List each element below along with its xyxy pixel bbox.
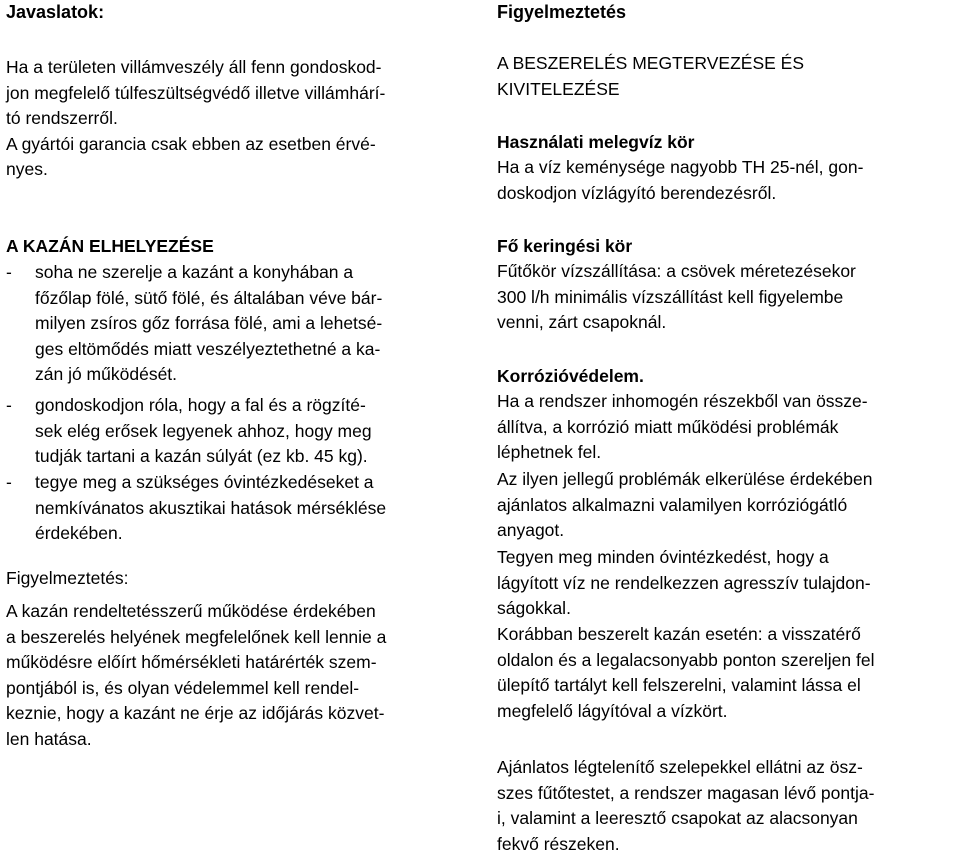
placement-item-1 (6, 260, 462, 388)
corrosion-paragraph-3: Tegyen meg minden óvintézkedést, hogy a lágyított víz ne rendelkezzen agresszív tulajdon- ságokkal. (497, 547, 871, 618)
placement-item-3 (6, 470, 462, 547)
main-circuit-heading: Fő keringési kör (497, 236, 633, 256)
hot-water-paragraph: Ha a víz keménysége nagyobb TH 25-nél, gon- doskodjon vízlágyító berendezésről. (497, 157, 864, 203)
hot-water-heading: Használati melegvíz kör (497, 132, 695, 152)
warning-heading: Figyelmeztetés (497, 2, 627, 22)
tips-heading: Javaslatok: (6, 2, 105, 22)
corrosion-paragraph-4: Korábban beszerelt kazán esetén: a visszatérő oldalon és a legalacsonyabb ponton szereljen fel ülepítő tartályt kell felszerelni, valamint lássa el megfelelő lágyítóval a vízkört. (497, 624, 875, 721)
list-dash: - (6, 262, 12, 282)
placement-heading: A KAZÁN ELHELYEZÉSE (6, 236, 214, 256)
corrosion-heading: Korrózióvédelem. (497, 366, 644, 386)
main-circuit-paragraph: Fűtőkör vízszállítása: a csövek méretezésekor 300 l/h minimális vízszállítást kell figyelembe venni, zárt csapoknál. (497, 261, 856, 332)
corrosion-paragraph-2: Az ilyen jellegű problémák elkerülése érdekében ajánlatos alkalmazni valamilyen korróziógátló anyagot. (497, 469, 873, 540)
vent-paragraph: Ajánlatos légtelenítő szelepekkel ellátni az ösz- szes fűtőtestet, a rendszer magasan lévő pontja- i, valamint a leeresztő csapokat az alacsonyan fekvő részeken. (497, 757, 875, 854)
placement-item-2 (6, 393, 462, 470)
list-item-text: tegye meg a szükséges óvintézkedéseket a nemkívánatos akusztikai hatások mérséklése érdekében. (35, 472, 387, 543)
list-dash: - (6, 472, 12, 492)
list-dash: - (6, 395, 12, 415)
list-item-text: gondoskodjon róla, hogy a fal és a rögzíté- sek elég erősek legyenek ahhoz, hogy meg tudják tartani a kazán súlyát (ez kb. 45 kg). (35, 395, 372, 466)
warning-label: Figyelmeztetés: (6, 568, 129, 588)
install-heading: A BESZERELÉS MEGTERVEZÉSE ÉS KIVITELEZÉSE (497, 53, 805, 99)
warning-paragraph: A kazán rendeltetésszerű működése érdekében a beszerelés helyének megfelelőnek kell lennie a működésre előírt hőmérsékleti határérték szem- pontjából is, és olyan védelemmel kell rendel- keznie, hogy a kazánt ne érje az időjárás közvet- len hatása. (6, 601, 387, 749)
corrosion-paragraph-1: Ha a rendszer inhomogén részekből van össze- állítva, a korrózió miatt működési problémák léphetnek fel. (497, 391, 868, 462)
list-item-text: soha ne szerelje a kazánt a konyhában a főzőlap fölé, sütő fölé, és általában véve bár- milyen zsíros gőz forrása fölé, ami a lehetsé- ges eltömődés miatt veszélyeztethetné a ka- zán jó működését. (35, 262, 383, 384)
lightning-paragraph: Ha a területen villámveszély áll fenn gondoskod- jon megfelelő túlfeszültségvédő illetve villámhárí- tó rendszerről. A gyártói garancia csak ebben az esetben érvé- nyes. (6, 57, 386, 179)
